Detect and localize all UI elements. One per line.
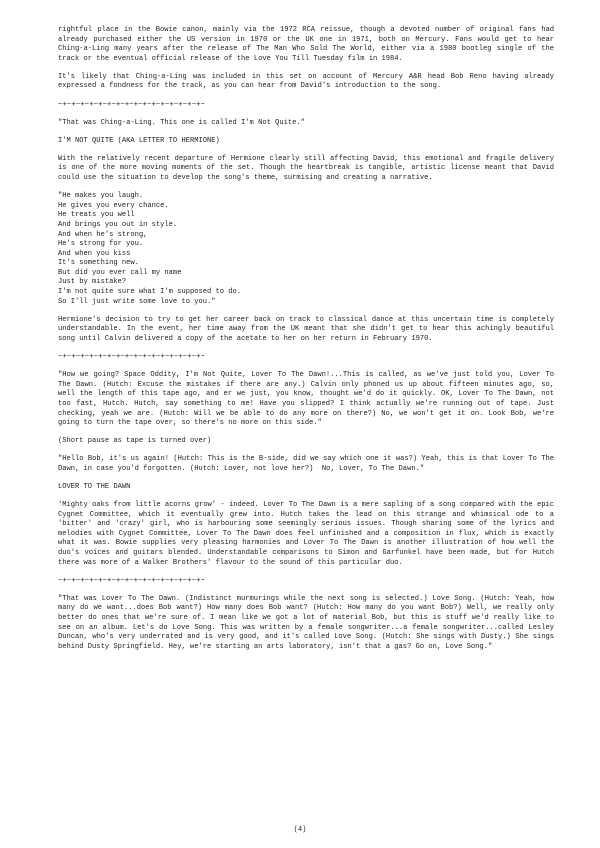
lyric-line: I'm not quite sure what I'm supposed to do. xyxy=(58,288,242,297)
paragraph: rightful place in the Bowie canon, mainly via the 1972 RCA reissue, though a devoted number of original fans had already purchased either the US version in 1970 or the UK one in 1971, both on Mercury. Fans would get to hear Ching-a-Ling many years after the release of The Man Who Sold The World, either via a 1980 bootleg single of the track or the eventual official release of the Love You Till Tuesday film in 1984. xyxy=(58,26,559,63)
paragraph: (Short pause as tape is turned over) xyxy=(58,437,212,446)
document-body xyxy=(58,26,559,661)
lyric-line: But did you ever call my name xyxy=(58,268,182,277)
lyric-line: "He makes you laugh. xyxy=(58,192,144,201)
lyric-line: And when you kiss xyxy=(58,249,131,258)
paragraph: "That was Lover To The Dawn. (Indistinct murmurings while the next song is selected.) Love Song. (Hutch: Yeah, how many do we want...does Bob want?) How many does Bob want? (Hutch: How many do you want Bob?) Well, we really only better do ones that we're sure of. I mean like we got a lot of material Bob, but this is stuff we'd really like to see on an album. Let's do Love Song. This was written by a female songwriter...a female songwriter...called Lesley Duncan, who's very underrated and is very good, and it's called Love Song. (Hutch: She sings with Dusty.) She sings behind Dusty Springfield. Hey, we're starting an arts laboratory, isn't that a gas? Go on, Love Song." xyxy=(58,594,559,651)
lyric-line: He gives you every chance. xyxy=(58,201,169,210)
paragraph: "That was Ching-a-Ling. This one is called I'm Not Quite." xyxy=(58,118,305,127)
section-divider: ~+~+~+~+~+~+~+~+~+~+~+~+~+~+~+~+~ xyxy=(58,353,206,362)
lyric-line: And when he's strong, xyxy=(58,230,148,239)
lyric-line: Just by mistake? xyxy=(58,278,127,287)
section-divider: ~+~+~+~+~+~+~+~+~+~+~+~+~+~+~+~+~ xyxy=(58,100,206,109)
paragraph: "How we going? Space Oddity, I'm Not Quite, Lover To The Dawn!...This is called, as we've just told you, Lover To The Dawn. (Hutch: Excuse the mistakes if there are any.) Calvin only phoned us up about fifteen minutes ago, so, well the length of this tape ago, and er we just, you know, thought we'd do it quickly. OK, Lover To The Dawn, not too fast, Hutch. Hutch, say something to me! Have you slipped? I think actually we're running out of tape. Just checking, yeah we are. (Hutch: Will we be able to do any more on there?) No, we won't get it on. Look Bob, we're going to turn the tape over, so there's no more on this side." xyxy=(58,371,559,428)
paragraph: Hermione's decision to try to get her career back on track to classical dance at this uncertain time is completely understandable. In the event, her time away from the UK meant that she didn't get to hear this achingly beautiful song until Calvin delivered a copy of the acetate to her on her return in February 1970. xyxy=(58,315,559,343)
paragraph: With the relatively recent departure of Hermione clearly still affecting David, this emotional and fragile delivery is one of the more moving moments of the set. Though the heartbreak is tangible, artistic license meant that David could use the situation to develop the song's theme, surmising and creating a narrative. xyxy=(58,154,559,183)
paragraph: "Hello Bob, it's us again! (Hutch: This is the B-side, did we say which one it was?) Yeah, this is that Lover To The Dawn, in case you'd forgotten. (Hutch: Lover, not love her?) No, Lover, To The Dawn." xyxy=(58,455,559,473)
lyric-line: And brings you out in style. xyxy=(58,220,178,229)
paragraph: It's likely that Ching-a-Ling was included in this set on account of Mercury A&R head Bob Reno having already expressed a fondness for the track, as you can hear from David's introduction to the song. xyxy=(58,72,559,91)
lyric-line: It's something new. xyxy=(58,259,139,268)
section-heading: I'M NOT QUITE (AKA LETTER TO HERMIONE) xyxy=(58,136,220,145)
page-number: (4) xyxy=(293,826,307,834)
section-divider: ~+~+~+~+~+~+~+~+~+~+~+~+~+~+~+~+~ xyxy=(58,576,206,585)
paragraph: 'Mighty oaks from little acorns grow' - indeed. Lover To The Dawn is a mere sapling of a song compared with the epic Cygnet Committee, which it eventually grew into. Hutch takes the lead on this strange and whimsical ode to a 'bitter' and 'crazy' girl, who is harbouring some seemingly serious issues. Though sharing some of the lyrics and melodies with Cygnet Committee, Lover To The Dawn does feel unfinished and a composition in flux, which is exactly what it was. Bowie supplies very pleasing harmonies and Lover To The Dawn is another illustration of how well the duo's voices and guitars blended. Understandable comparisons to Simon and Garfunkel have been made, but for Hutch there was more of a Walker Brothers' flavour to the sound of this particular duo. xyxy=(58,501,559,567)
lyric-line: He's strong for you. xyxy=(58,240,144,249)
section-heading: LOVER TO THE DAWN xyxy=(58,482,131,491)
lyrics-block xyxy=(58,192,554,307)
lyric-line: So I'll just write some love to you." xyxy=(58,297,216,306)
lyric-line: He treats you well xyxy=(58,211,135,220)
